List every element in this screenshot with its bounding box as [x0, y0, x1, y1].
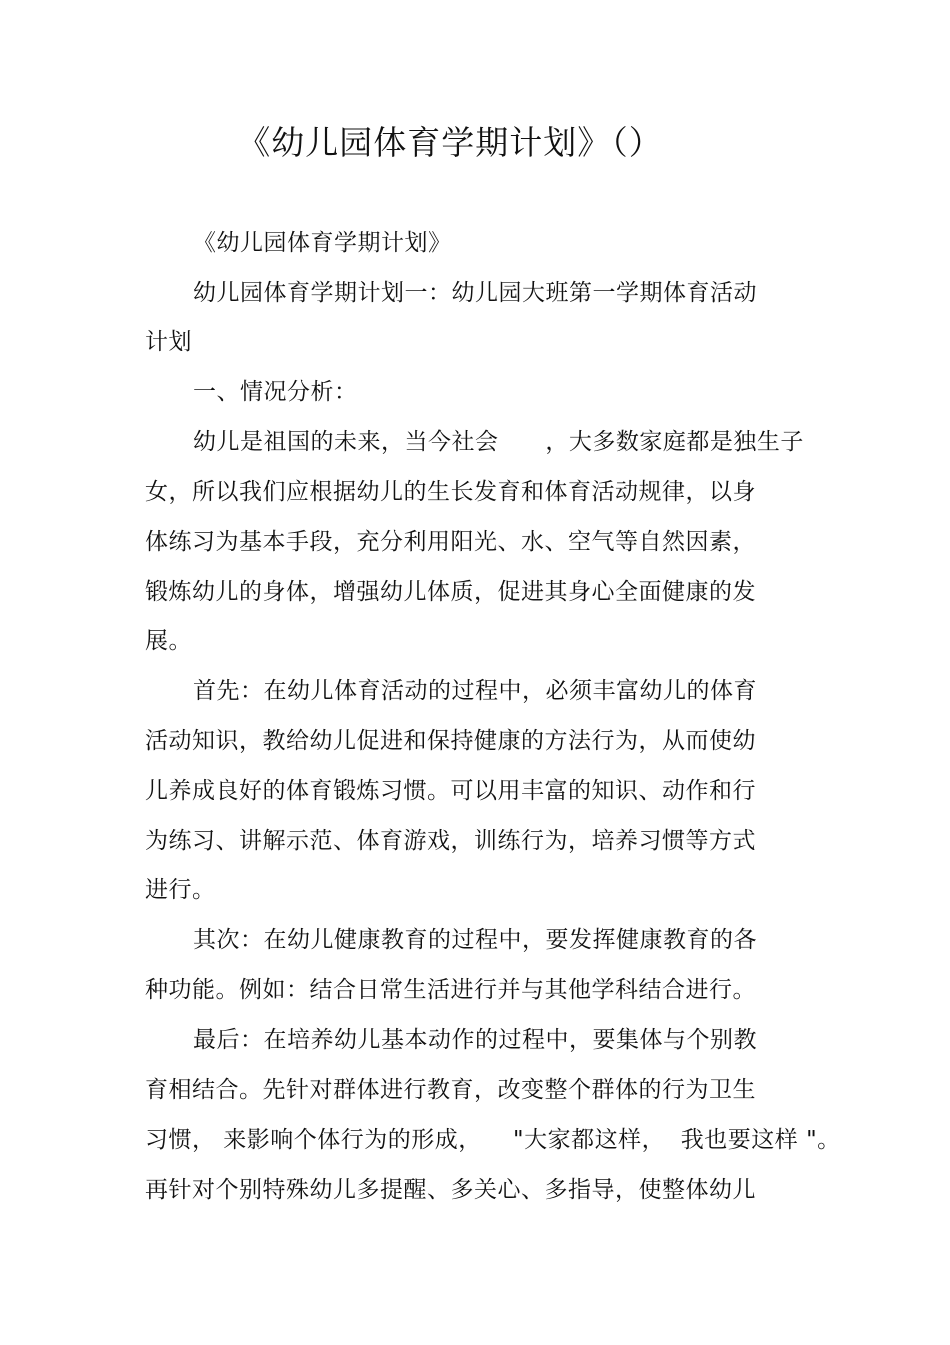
paragraph-line: 展。 [145, 628, 192, 654]
paragraph-line: 首先：在幼儿体育活动的过程中，必须丰富幼儿的体育 [193, 678, 757, 704]
paragraph-line: 幼儿是祖国的未来，当今社会 ，大多数家庭都是独生子 [193, 429, 804, 455]
paragraph-line: 活动知识，教给幼儿促进和保持健康的方法行为，从而使幼 [145, 728, 756, 754]
paragraph-line: 最后：在培养幼儿基本动作的过程中，要集体与个别教 [193, 1027, 757, 1053]
paragraph-line: 再针对个别特殊幼儿多提醒、多关心、多指导，使整体幼儿 [145, 1177, 756, 1203]
paragraph-line: 幼儿园体育学期计划一：幼儿园大班第一学期体育活动 [193, 280, 757, 306]
paragraph-line: 育相结合。先针对群体进行教育，改变整个群体的行为卫生 [145, 1077, 756, 1103]
paragraph-line: 种功能。例如：结合日常生活进行并与其他学科结合进行。 [145, 977, 756, 1003]
document-title: 《幼儿园体育学期计划》（） [237, 123, 663, 162]
paragraph-line: 其次：在幼儿健康教育的过程中，要发挥健康教育的各 [193, 927, 757, 953]
section-heading: 一、情况分析： [193, 379, 358, 405]
paragraph-line: 女，所以我们应根据幼儿的生长发育和体育活动规律，以身 [145, 479, 756, 505]
subtitle-line: 《幼儿园体育学期计划》 [193, 230, 452, 256]
paragraph-line: 锻炼幼儿的身体，增强幼儿体质，促进其身心全面健康的发 [145, 579, 756, 605]
paragraph-line: 习惯， 来影响个体行为的形成， "大家都这样， 我也要这样 "。 [145, 1127, 841, 1153]
paragraph-line: 为练习、讲解示范、体育游戏，训练行为，培养习惯等方式 [145, 828, 756, 854]
paragraph-line: 体练习为基本手段，充分利用阳光、水、空气等自然因素， [145, 529, 756, 555]
paragraph-line: 儿养成良好的体育锻炼习惯。可以用丰富的知识、动作和行 [145, 778, 756, 804]
paragraph-line: 进行。 [145, 877, 216, 903]
paragraph-line: 计划 [145, 329, 192, 355]
